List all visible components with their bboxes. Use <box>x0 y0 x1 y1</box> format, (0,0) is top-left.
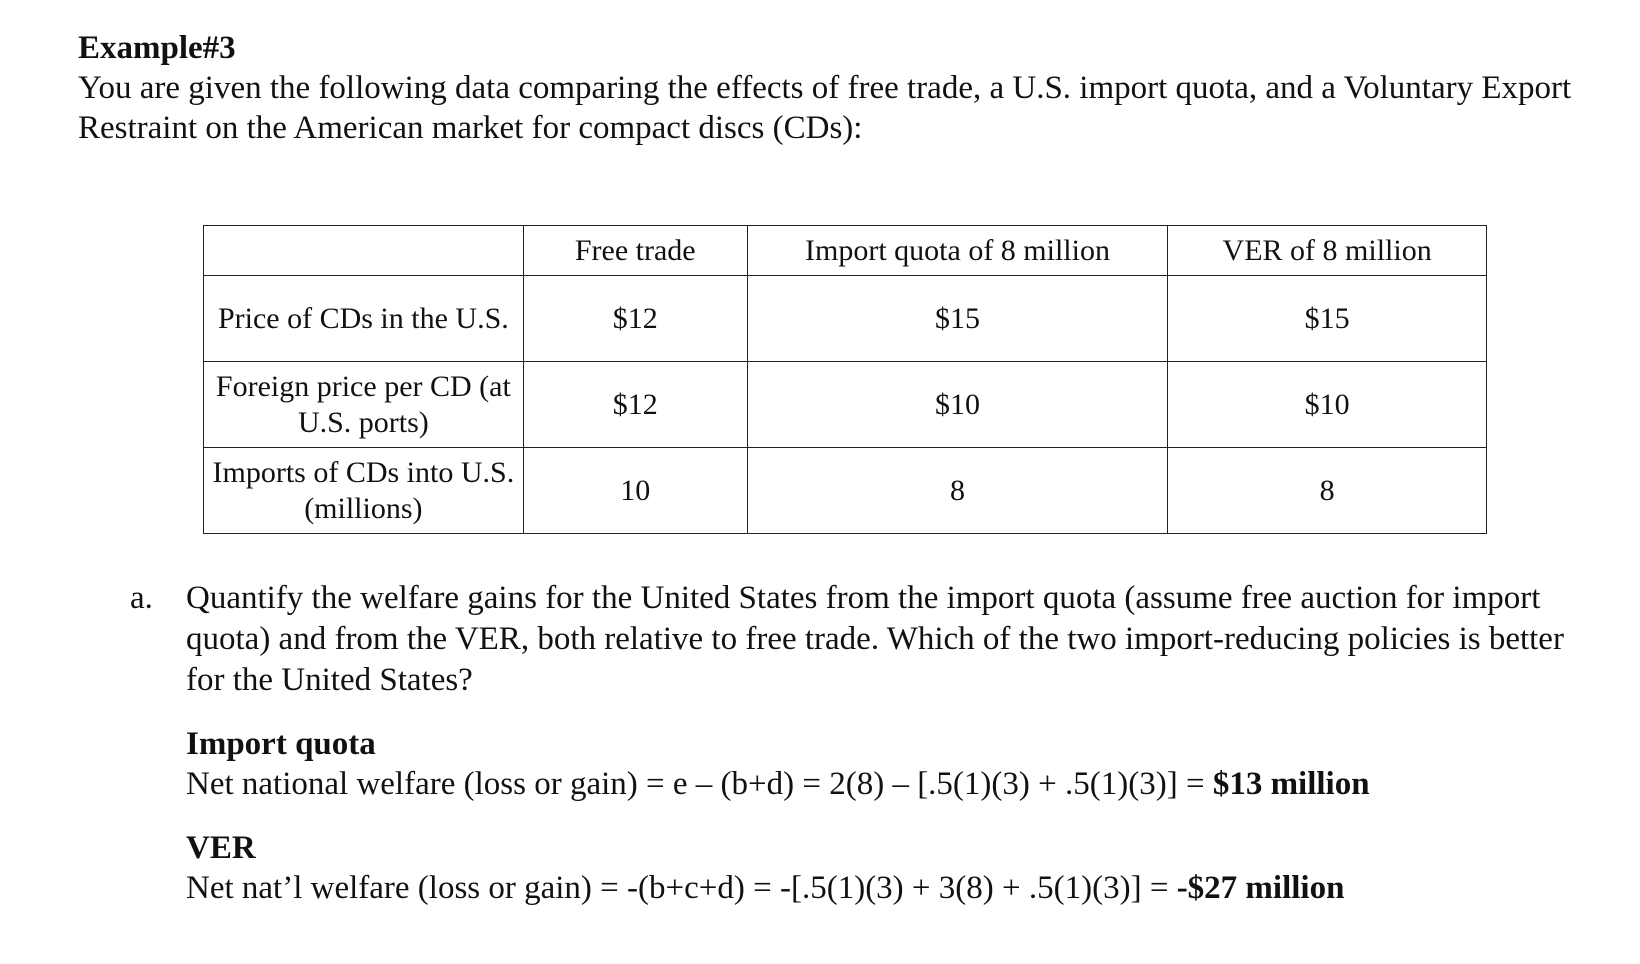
header-cell-import-quota: Import quota of 8 million <box>747 226 1168 276</box>
table-cell: $10 <box>1168 362 1487 448</box>
table-row <box>204 362 1487 448</box>
result-value: -$27 million <box>1176 870 1345 906</box>
comparison-table <box>203 225 1487 534</box>
table-header-row <box>204 226 1487 276</box>
header-cell-free-trade: Free trade <box>523 226 747 276</box>
row-label: Foreign price per CD (at U.S. ports) <box>204 362 524 448</box>
answer-heading-quota: Import quota <box>186 726 376 762</box>
row-label: Price of CDs in the U.S. <box>204 276 524 362</box>
table-cell: 8 <box>747 448 1168 534</box>
row-label: Imports of CDs into U.S. (millions) <box>204 448 524 534</box>
example-title: Example#3 <box>78 30 236 66</box>
answer-line-ver <box>186 868 1606 908</box>
header-cell-ver: VER of 8 million <box>1168 226 1487 276</box>
table-cell: 10 <box>523 448 747 534</box>
table-row <box>204 448 1487 534</box>
formula-text: Net national welfare (loss or gain) = e – (b+d) = 2(8) – [.5(1)(3) + .5(1)(3)] = <box>186 766 1213 802</box>
table-row <box>204 276 1487 362</box>
table-cell: $15 <box>747 276 1168 362</box>
question-marker: a. <box>130 580 153 616</box>
answer-heading-ver: VER <box>186 830 256 866</box>
intro-paragraph: You are given the following data comparing the effects of free trade, a U.S. import quota, and a Voluntary Export Restraint on the American market for compact discs (CDs): <box>78 70 1572 146</box>
question-text: Quantify the welfare gains for the United States from the import quota (assume free auction for import quota) and from the VER, both relative to free trade. Which of the two import-reducing policies is better for the United States? <box>186 580 1564 698</box>
table-cell: $15 <box>1168 276 1487 362</box>
result-value: $13 million <box>1212 766 1370 802</box>
table-cell: $12 <box>523 276 747 362</box>
example-header <box>78 28 1578 148</box>
answer-ver <box>186 828 1606 908</box>
answer-line-quota <box>186 764 1606 804</box>
table-cell: 8 <box>1168 448 1487 534</box>
answer-import-quota <box>186 724 1606 804</box>
table-cell: $12 <box>523 362 747 448</box>
table-cell: $10 <box>747 362 1168 448</box>
question-a <box>130 578 1610 701</box>
formula-text: Net nat’l welfare (loss or gain) = -(b+c+d) = -[.5(1)(3) + 3(8) + .5(1)(3)] = <box>186 870 1177 906</box>
header-cell-empty <box>204 226 524 276</box>
